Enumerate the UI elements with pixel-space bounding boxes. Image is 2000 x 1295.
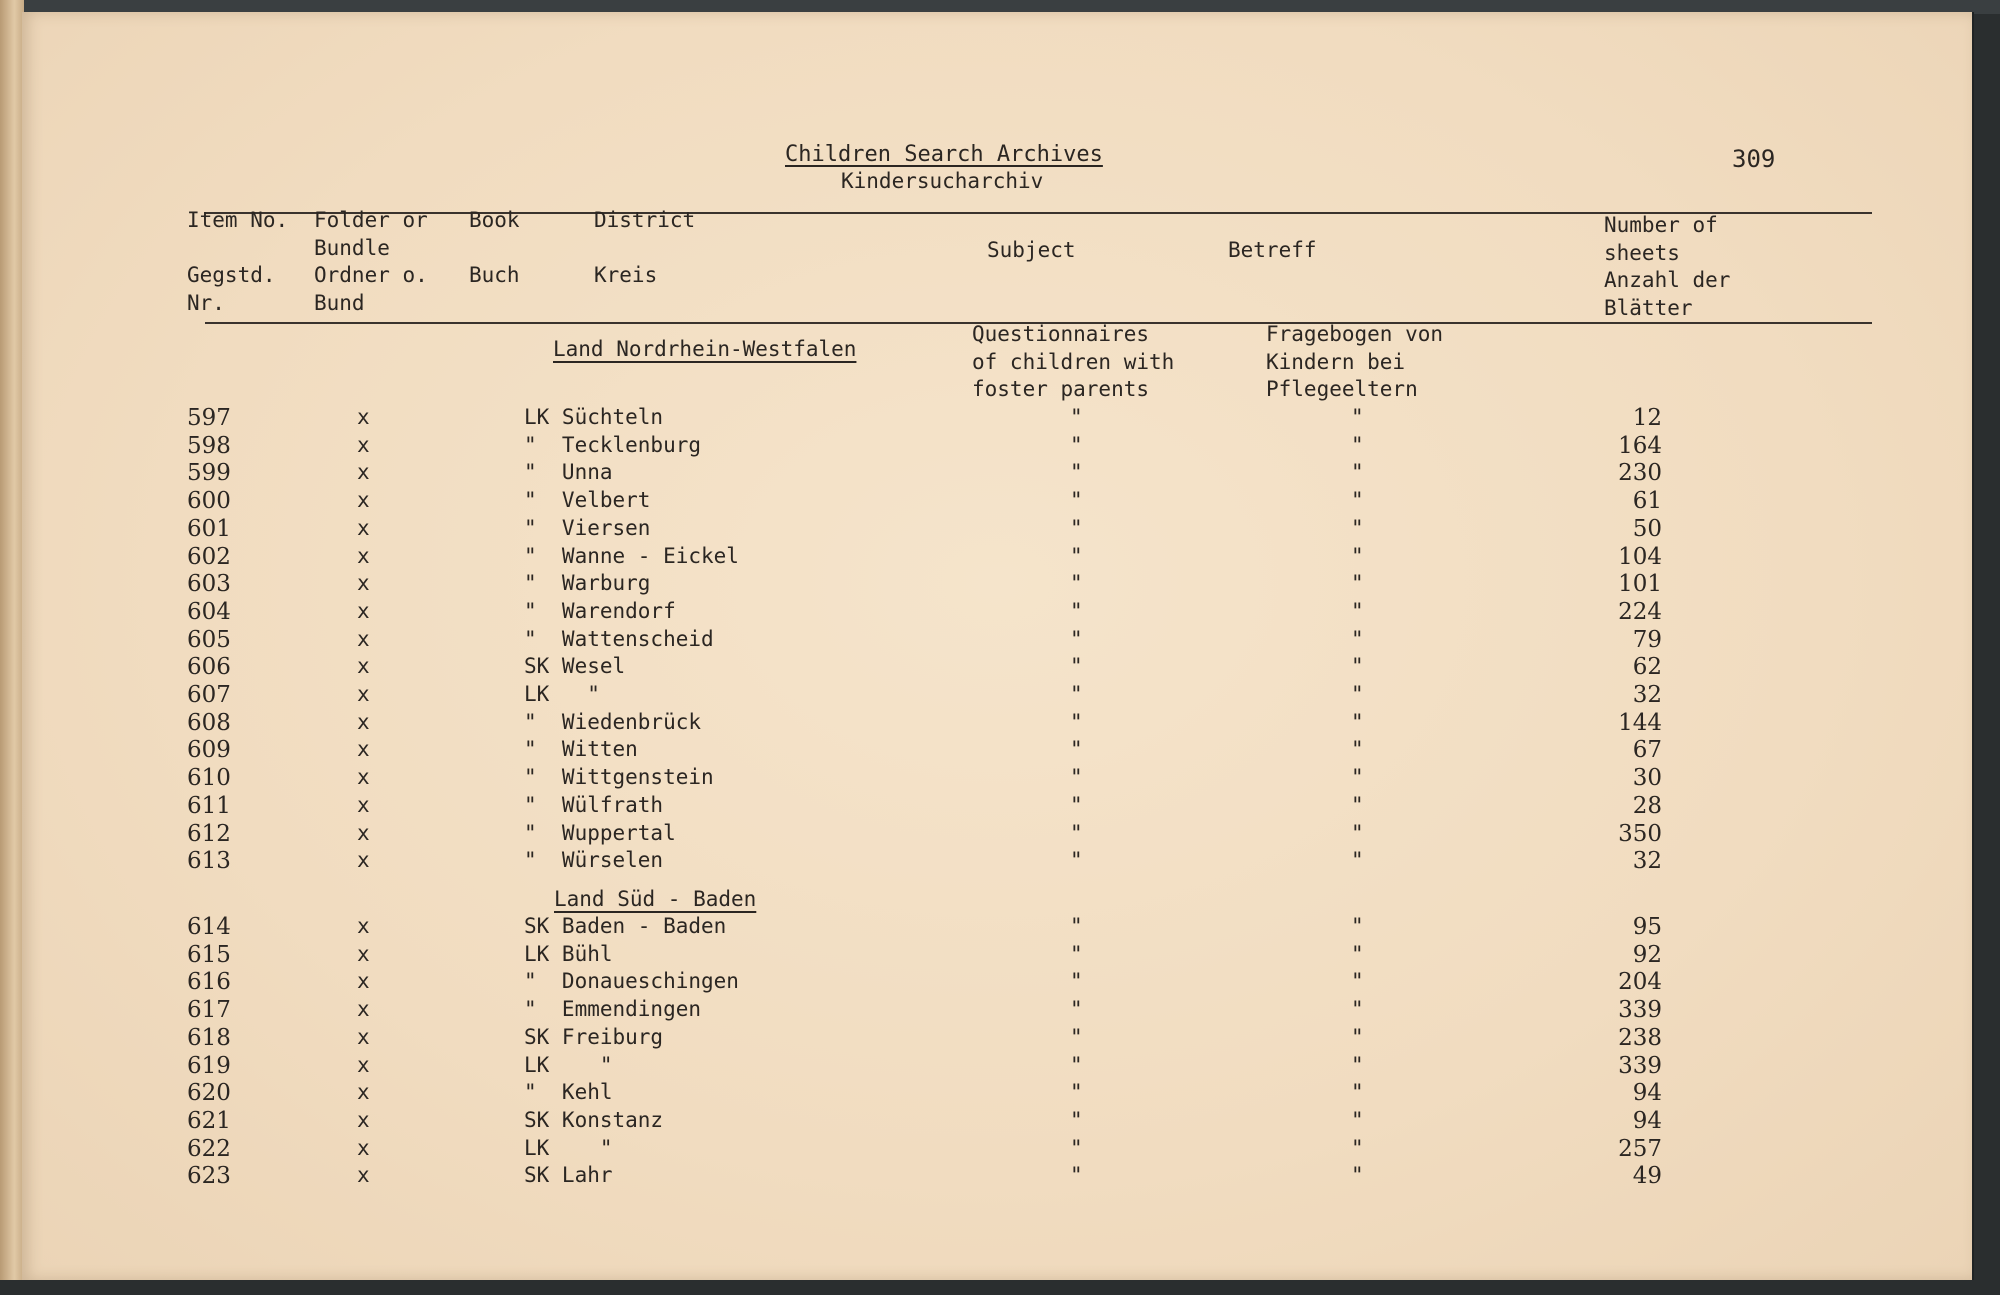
item-number: 605: [187, 626, 231, 653]
folder-mark: x: [357, 1052, 370, 1077]
folder-mark: x: [357, 709, 370, 734]
table-row: [22, 1080, 1972, 1107]
subject-ditto: ": [1070, 914, 1083, 938]
betreff-ditto: ": [1351, 820, 1364, 845]
betreff-ditto: ": [1351, 543, 1364, 568]
table-row: [22, 848, 1972, 875]
sheet-count: 94: [1632, 1080, 1662, 1107]
district-name: " Tecklenburg: [524, 432, 702, 457]
item-number: 617: [187, 997, 231, 1024]
table-row: [22, 571, 1972, 598]
folder-mark: x: [357, 969, 370, 994]
subject-ditto: ": [1070, 515, 1083, 540]
item-number: 598: [187, 432, 231, 459]
district-name: LK Bühl: [524, 941, 613, 966]
item-number: 607: [187, 682, 231, 708]
subject-ditto: ": [1070, 571, 1083, 596]
folder-mark: x: [357, 820, 370, 845]
item-number: 610: [187, 765, 231, 792]
item-number: 599: [187, 460, 231, 487]
folder-mark: x: [357, 515, 370, 540]
betreff-ditto: ": [1351, 1052, 1364, 1077]
table-row: [22, 682, 1972, 709]
folder-mark: x: [357, 626, 370, 651]
folder-mark: x: [357, 941, 370, 966]
item-number: 614: [187, 914, 231, 940]
betreff-ditto: ": [1351, 765, 1364, 790]
district-name: " Wülfrath: [524, 792, 664, 817]
betreff-ditto: ": [1351, 848, 1364, 873]
betreff-ditto: ": [1351, 654, 1364, 679]
subject-ditto: ": [1070, 792, 1083, 817]
betreff-ditto: ": [1351, 515, 1364, 540]
district-name: " Kehl: [524, 1080, 613, 1105]
table-row: [22, 599, 1972, 626]
sheet-count: 50: [1632, 515, 1662, 542]
col-header-sheets: Number of sheets Anzahl der Blätter: [1604, 213, 1731, 320]
folder-mark: x: [357, 571, 370, 596]
district-name: LK Süchteln: [524, 405, 664, 429]
subject-ditto: ": [1070, 488, 1083, 513]
sheet-count: 92: [1632, 941, 1662, 968]
item-number: 620: [187, 1080, 231, 1107]
table-row: [22, 969, 1972, 996]
subject-ditto: ": [1070, 460, 1083, 485]
sheet-count: 339: [1618, 997, 1662, 1024]
item-number: 618: [187, 1024, 231, 1051]
sheet-count: 144: [1618, 709, 1662, 736]
district-name: " Velbert: [524, 488, 651, 513]
item-number: 622: [187, 1135, 231, 1162]
folder-mark: x: [357, 543, 370, 568]
district-name: " Wanne - Eickel: [524, 543, 739, 568]
item-number: 600: [187, 488, 231, 515]
betreff-ditto: ": [1351, 460, 1364, 485]
page-title: Children Search Archives: [785, 142, 1103, 167]
table-row: [22, 654, 1972, 681]
subject-ditto: ": [1070, 941, 1083, 966]
page-subtitle: Kindersucharchiv: [841, 169, 1044, 193]
subject-ditto: ": [1070, 598, 1083, 623]
table-row: [22, 1108, 1972, 1135]
betreff-ditto: ": [1351, 432, 1364, 457]
betreff-ditto: ": [1351, 488, 1364, 513]
betreff-description: Fragebogen von Kindern bei Pflegeeltern: [1266, 322, 1444, 401]
subject-ditto: ": [1070, 432, 1083, 457]
col-header-book: Book Buch: [469, 208, 520, 287]
col-header-district: District Kreis: [594, 208, 696, 287]
subject-ditto: ": [1070, 1163, 1083, 1188]
betreff-ditto: ": [1351, 1163, 1364, 1188]
district-name: SK Lahr: [524, 1163, 613, 1188]
sheet-count: 257: [1618, 1135, 1662, 1162]
section-heading: Land Süd - Baden: [554, 887, 757, 911]
betreff-ditto: ": [1351, 941, 1364, 966]
folder-mark: x: [357, 488, 370, 513]
sheet-count: 49: [1632, 1163, 1662, 1190]
folder-mark: x: [357, 848, 370, 873]
subject-ditto: ": [1070, 997, 1083, 1022]
sheet-count: 339: [1618, 1052, 1662, 1079]
district-name: " Wuppertal: [524, 820, 676, 845]
district-name: " Emmendingen: [524, 997, 702, 1022]
subject-ditto: ": [1070, 1024, 1083, 1049]
district-name: " Viersen: [524, 515, 651, 540]
subject-ditto: ": [1070, 543, 1083, 568]
table-row: [22, 914, 1972, 941]
folder-mark: x: [357, 765, 370, 790]
item-number: 609: [187, 737, 231, 764]
subject-ditto: ": [1070, 682, 1083, 706]
district-name: " Warburg: [524, 571, 651, 596]
betreff-ditto: ": [1351, 737, 1364, 762]
item-number: 611: [187, 792, 231, 819]
folder-mark: x: [357, 654, 370, 679]
folder-mark: x: [357, 598, 370, 623]
table-row: [22, 544, 1972, 571]
betreff-ditto: ": [1351, 1135, 1364, 1160]
table-row: [22, 1136, 1972, 1163]
district-name: " Wattenscheid: [524, 626, 714, 651]
folder-mark: x: [357, 1135, 370, 1160]
folder-mark: x: [357, 1024, 370, 1049]
table-row: [22, 1053, 1972, 1080]
item-number: 597: [187, 405, 231, 431]
table-row: [22, 1163, 1972, 1190]
item-number: 612: [187, 820, 231, 847]
sheet-count: 28: [1632, 792, 1662, 819]
sheet-count: 224: [1618, 598, 1662, 625]
betreff-ditto: ": [1351, 1080, 1364, 1105]
betreff-ditto: ": [1351, 598, 1364, 623]
table-row: [22, 821, 1972, 848]
district-name: " Unna: [524, 460, 613, 485]
subject-ditto: ": [1070, 1052, 1083, 1077]
book-spine: [0, 0, 24, 1295]
item-number: 623: [187, 1163, 231, 1190]
table-row: [22, 405, 1972, 432]
district-name: " Donaueschingen: [524, 969, 739, 994]
folder-mark: x: [357, 405, 370, 429]
district-name: SK Freiburg: [524, 1024, 664, 1049]
district-name: " Würselen: [524, 848, 664, 873]
folder-mark: x: [357, 432, 370, 457]
subject-ditto: ": [1070, 1080, 1083, 1105]
sheet-count: 94: [1632, 1107, 1662, 1134]
subject-ditto: ": [1070, 626, 1083, 651]
item-number: 619: [187, 1052, 231, 1079]
table-row: [22, 710, 1972, 737]
section-heading: Land Nordrhein-Westfalen: [553, 337, 857, 361]
betreff-ditto: ": [1351, 914, 1364, 938]
district-name: LK ": [524, 682, 600, 706]
district-name: " Warendorf: [524, 598, 676, 623]
table-row: [22, 793, 1972, 820]
sheet-count: 238: [1618, 1024, 1662, 1051]
table-row: [22, 765, 1972, 792]
betreff-ditto: ": [1351, 709, 1364, 734]
sheet-count: 12: [1632, 405, 1662, 431]
sheet-count: 350: [1618, 820, 1662, 847]
folder-mark: x: [357, 682, 370, 706]
item-number: 606: [187, 654, 231, 681]
table-row: [22, 460, 1972, 487]
folder-mark: x: [357, 1163, 370, 1188]
scan-bottom-edge: [0, 1280, 2000, 1295]
table-row: [22, 516, 1972, 543]
district-name: SK Konstanz: [524, 1107, 664, 1132]
district-name: SK Wesel: [524, 654, 626, 679]
betreff-ditto: ": [1351, 1107, 1364, 1132]
sheet-count: 230: [1618, 460, 1662, 487]
item-number: 613: [187, 848, 231, 875]
paper-sheet: [22, 12, 1974, 1280]
sheet-count: 101: [1618, 571, 1662, 598]
district-name: " Witten: [524, 737, 638, 762]
item-number: 608: [187, 709, 231, 736]
sheet-count: 164: [1618, 432, 1662, 459]
subject-ditto: ": [1070, 737, 1083, 762]
sheet-count: 62: [1632, 654, 1662, 681]
subject-ditto: ": [1070, 848, 1083, 873]
sheet-count: 79: [1632, 626, 1662, 653]
subject-ditto: ": [1070, 1107, 1083, 1132]
betreff-ditto: ": [1351, 571, 1364, 596]
item-number: 601: [187, 515, 231, 542]
page-number: 309: [1732, 145, 1776, 173]
item-number: 604: [187, 598, 231, 625]
table-row: [22, 942, 1972, 969]
betreff-ditto: ": [1351, 626, 1364, 651]
subject-description: Questionnaires of children with foster parents: [972, 322, 1175, 401]
item-number: 621: [187, 1107, 231, 1134]
sheet-count: 32: [1632, 848, 1662, 875]
sheet-count: 30: [1632, 765, 1662, 792]
district-name: SK Baden - Baden: [524, 914, 727, 938]
district-name: LK ": [524, 1052, 613, 1077]
folder-mark: x: [357, 997, 370, 1022]
subject-ditto: ": [1070, 405, 1083, 429]
table-row: [22, 1025, 1972, 1052]
district-name: " Wittgenstein: [524, 765, 714, 790]
item-number: 603: [187, 571, 231, 598]
betreff-ditto: ": [1351, 682, 1364, 706]
table-row: [22, 433, 1972, 460]
folder-mark: x: [357, 737, 370, 762]
table-row: [22, 737, 1972, 764]
district-name: " Wiedenbrück: [524, 709, 702, 734]
folder-mark: x: [357, 1107, 370, 1132]
sheet-count: 95: [1632, 914, 1662, 940]
folder-mark: x: [357, 1080, 370, 1105]
col-header-betreff: Betreff: [1228, 238, 1317, 262]
subject-ditto: ": [1070, 709, 1083, 734]
district-name: LK ": [524, 1135, 613, 1160]
table-row: [22, 488, 1972, 515]
sheet-count: 61: [1632, 488, 1662, 515]
sheet-count: 67: [1632, 737, 1662, 764]
folder-mark: x: [357, 460, 370, 485]
subject-ditto: ": [1070, 820, 1083, 845]
betreff-ditto: ": [1351, 792, 1364, 817]
betreff-ditto: ": [1351, 1024, 1364, 1049]
table-row: [22, 627, 1972, 654]
item-number: 616: [187, 969, 231, 996]
sheet-count: 32: [1632, 682, 1662, 708]
table-row: [22, 997, 1972, 1024]
betreff-ditto: ": [1351, 969, 1364, 994]
subject-ditto: ": [1070, 765, 1083, 790]
col-header-item: Item No. Gegstd. Nr.: [187, 208, 289, 315]
betreff-ditto: ": [1351, 405, 1364, 429]
col-header-subject: Subject: [987, 238, 1076, 262]
sheet-count: 104: [1618, 543, 1662, 570]
col-header-folder: Folder or Bundle Ordner o. Bund: [314, 208, 428, 315]
item-number: 602: [187, 543, 231, 570]
folder-mark: x: [357, 914, 370, 938]
subject-ditto: ": [1070, 654, 1083, 679]
subject-ditto: ": [1070, 1135, 1083, 1160]
subject-ditto: ": [1070, 969, 1083, 994]
item-number: 615: [187, 941, 231, 968]
sheet-count: 204: [1618, 969, 1662, 996]
folder-mark: x: [357, 792, 370, 817]
betreff-ditto: ": [1351, 997, 1364, 1022]
